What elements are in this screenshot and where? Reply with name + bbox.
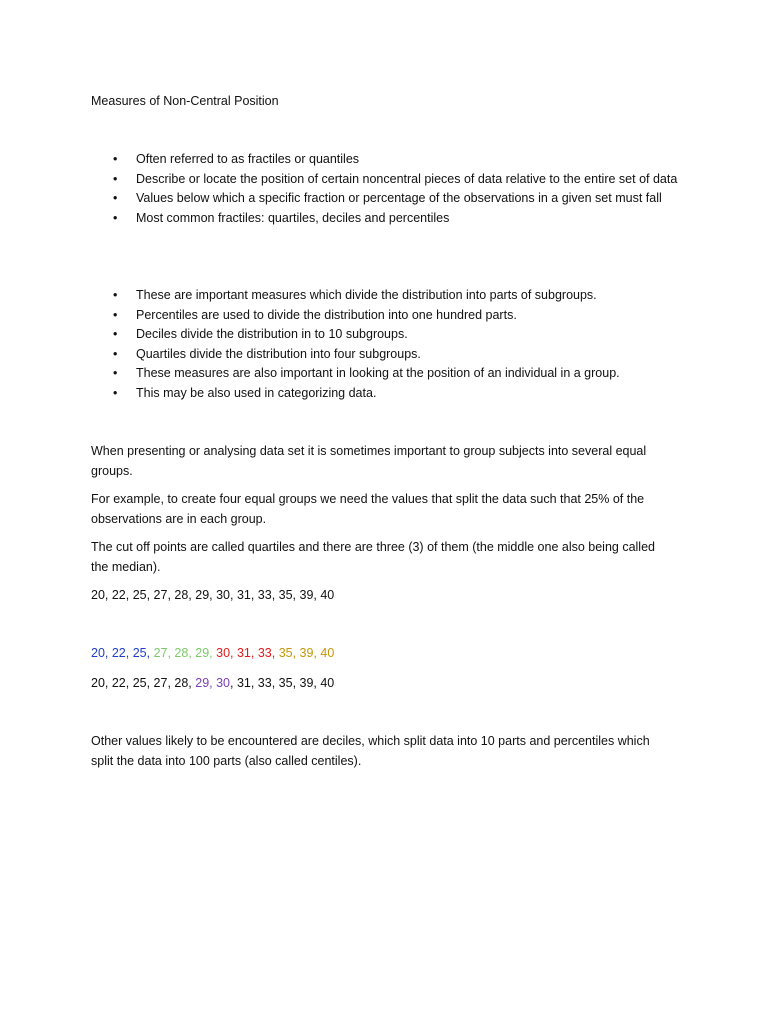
list-item-text: Deciles divide the distribution in to 10 subgroups. [136, 327, 408, 341]
number-sequence-quartile-groups [91, 644, 334, 664]
fractiles-bullet-list [91, 150, 681, 228]
bullet-icon: • [113, 191, 118, 205]
list-item-text: These measures are also important in looking at the position of an individual in a group. [136, 366, 620, 380]
list-item [91, 150, 681, 170]
number-sequence-median [91, 674, 334, 694]
list-item [91, 325, 681, 345]
paragraph-quartiles: The cut off points are called quartiles and there are three (3) of them (the middle one also being called the median). [91, 540, 655, 574]
list-item [91, 306, 681, 326]
list-item [91, 286, 681, 306]
paragraph-deciles-percentiles: Other values likely to be encountered are deciles, which split data into 10 parts and percentiles which split the data into 100 parts (also called centiles). [91, 734, 650, 768]
list-item-text: Quartiles divide the distribution into four subgroups. [136, 346, 421, 361]
bullet-icon: • [113, 152, 118, 166]
list-item [91, 384, 681, 404]
list-item [91, 209, 681, 229]
bullet-icon: • [113, 385, 118, 400]
page-title: Measures of Non-Central Position [91, 94, 279, 108]
list-item-text: These are important measures which divide the distribution into parts of subgroups. [136, 288, 597, 302]
bullet-icon: • [113, 346, 118, 361]
bullet-icon: • [113, 307, 118, 322]
sequence-segment: , 31, 33, 35, 39, 40 [230, 676, 335, 690]
list-item-text: Values below which a specific fraction or percentage of the observations in a given set must fall [136, 191, 662, 205]
list-item-text: This may be also used in categorizing data. [136, 385, 377, 400]
list-item-text: Percentiles are used to divide the distribution into one hundred parts. [136, 307, 517, 322]
bullet-icon: • [113, 327, 118, 341]
measures-bullet-list [91, 286, 681, 403]
list-item [91, 170, 681, 190]
sequence-segment: 35, 39, 40 [278, 646, 335, 660]
sequence-segment: 20, 22, 25, [91, 646, 151, 660]
paragraph-example: For example, to create four equal groups we need the values that split the data such that 25% of the observations are in each group. [91, 492, 645, 526]
list-item-text: Often referred to as fractiles or quantiles [136, 152, 360, 166]
sequence-segment: 29, 30 [195, 676, 231, 690]
sequence-segment: 30, 31, 33, [216, 646, 276, 660]
number-sequence-plain: 20, 22, 25, 27, 28, 29, 30, 31, 33, 35, 39, 40 [91, 588, 335, 602]
sequence-segment: 20, 22, 25, 27, 28, [91, 676, 196, 690]
bullet-icon: • [113, 171, 118, 186]
paragraph-grouping: When presenting or analysing data set it is sometimes important to group subjects into several equal groups. [91, 444, 647, 478]
list-item [91, 345, 681, 365]
bullet-icon: • [113, 288, 118, 302]
bullet-icon: • [113, 366, 118, 380]
list-item [91, 189, 681, 209]
list-item-text: Describe or locate the position of certain noncentral pieces of data relative to the entire set of data [136, 171, 678, 186]
sequence-segment: 27, 28, 29, [153, 646, 213, 660]
bullet-icon: • [113, 210, 118, 225]
list-item-text: Most common fractiles: quartiles, deciles and percentiles [136, 210, 450, 225]
list-item [91, 364, 681, 384]
